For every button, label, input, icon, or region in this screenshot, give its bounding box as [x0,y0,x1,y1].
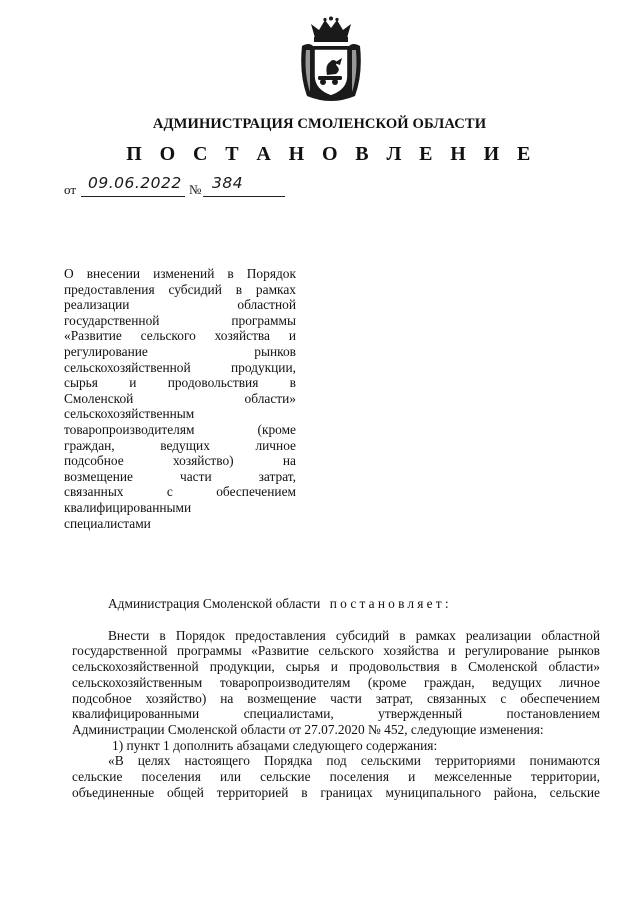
document-type-title: П О С Т А Н О В Л Е Н И Е [126,143,537,165]
date-from-label: от [64,182,77,197]
subject-line: О внесении изменений в Порядок [64,266,296,281]
paragraph-line: «В целях настоящего Порядка под сельскими территориями понимаются [108,753,600,769]
decree-intro: Администрация Смоленской области [108,596,321,611]
paragraph-line: сельскохозяйственной продукции, сырья и продовольствия в Смоленской области» [72,659,600,675]
document-subject [64,266,296,531]
paragraph-item-1: 1) пункт 1 дополнить абзацами следующего содержания: [112,737,438,753]
subject-line: связанных с обеспечением [64,484,296,500]
decree-date: 09.06.2022 [88,174,182,192]
subject-line: предоставления субсидий в рамках [64,281,296,297]
subject-line: сельскохозяйственным [64,406,195,422]
paragraph-line: объединенные общей территорией в границах муниципального района, сельские [72,784,600,800]
document-body [72,596,600,800]
paragraph-line: сельские поселения или сельские поселения и межселенные территории, [72,769,600,785]
subject-line: реализации областной [64,297,296,313]
paragraph-quote [72,753,600,800]
subject-line: подсобное хозяйство) на [64,453,296,469]
paragraph-line: государственной программы «Развитие сельского хозяйства и регулирование рынков [72,643,600,659]
paragraph-line: квалифицированными специалистами, утвержденный постановлением [72,706,600,722]
subject-line: возмещение части затрат, [64,468,296,484]
subject-line: специалистами [64,515,151,531]
paragraph-line: подсобное хозяйство) на возмещение части затрат, связанных с обеспечением [72,690,600,706]
subject-line: сырья и продовольствия в [64,375,296,391]
number-label: № [189,182,202,197]
subject-line: регулирование рынков [64,343,296,359]
decree-statement [72,596,600,612]
subject-line: государственной программы [64,312,296,328]
subject-line: «Развитие сельского хозяйства и [64,328,296,344]
subject-line: сельскохозяйственной продукции, [64,359,296,375]
decree-verb: постановляет: [329,596,452,611]
decree-number: 384 [212,174,244,192]
paragraph-line: сельскохозяйственным товаропроизводителям (кроме граждан, ведущих личное [72,674,600,690]
paragraph-amendment [72,628,600,738]
subject-line: квалифицированными [64,499,192,515]
crown-icon [311,17,351,43]
paragraph-line: Администрации Смоленской области от 27.07.2020 № 452, следующие изменения: [72,721,544,737]
organization-name: АДМИНИСТРАЦИЯ СМОЛЕНСКОЙ ОБЛАСТИ [152,116,487,132]
subject-line: Смоленской области» [64,390,296,406]
subject-line: товаропроизводителям (кроме [64,421,296,437]
paragraph-line: Внести в Порядок предоставления субсидий в рамках реализации областной [108,627,600,643]
coat-of-arms-icon [297,16,365,104]
subject-line: граждан, ведущих личное [64,437,296,453]
date-number-line [64,174,304,200]
